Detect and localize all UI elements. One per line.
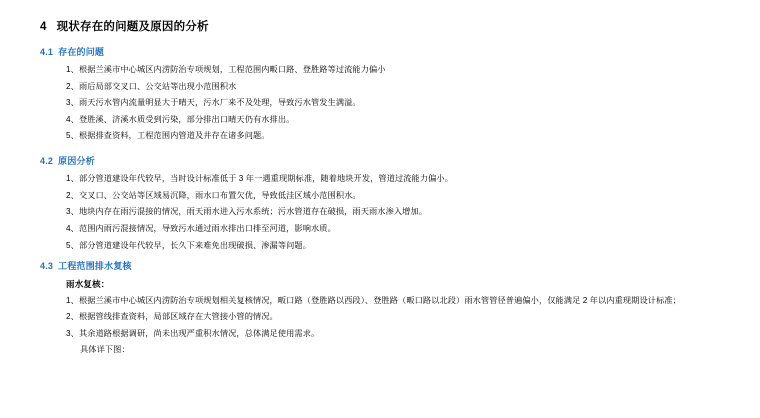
paragraph: 3、其余道路根据调研，尚未出现严重积水情况，总体满足使用需求。 xyxy=(66,328,320,338)
section-existing-problems xyxy=(26,45,734,141)
section-cause-analysis xyxy=(26,154,734,250)
paragraph: 3、地块内存在雨污混接的情况，雨天雨水进入污水系统；污水管道存在破损，雨天雨水渗入增加。 xyxy=(66,207,428,217)
section-number: 4.2 xyxy=(40,156,54,167)
paragraph: 5、部分管道建设年代较早，长久下来难免出现破损、渗漏等问题。 xyxy=(66,240,311,250)
paragraph: 2、交叉口、公交站等区域易沉降，雨水口布置欠优，导致低洼区域小范围积水。 xyxy=(66,190,361,200)
paragraph: 1、根据兰溪市中心城区内涝防治专项规划，工程范围内畈口路、登胜路等过流能力偏小 xyxy=(66,65,386,74)
page-title-text: 现状存在的问题及原因的分析 xyxy=(56,21,209,33)
paragraph: 4、登胜溪、济溪水质受到污染，部分排出口晴天仍有水排出。 xyxy=(66,114,295,124)
subsection-title: 雨水复核： xyxy=(66,278,110,289)
section-drainage-review xyxy=(26,259,734,356)
paragraph: 1、根据兰溪市中心城区内涝防治专项规划相关复核情况，畈口路（登胜路以西段）、登胜路（畈口路以北段）雨水管管径普遍偏小，仅能满足 2 年以内重现期设计标准； xyxy=(66,295,681,305)
section-heading xyxy=(40,45,734,58)
paragraph: 2、雨后局部交叉口、公交站等出现小范围积水 xyxy=(66,81,237,91)
paragraph: 具体详下图： xyxy=(80,345,130,355)
section-heading xyxy=(40,154,734,167)
paragraph: 3、雨天污水管内流量明显大于晴天，污水厂来不及处理，导致污水管发生满溢。 xyxy=(66,98,361,108)
paragraph: 1、部分管道建设年代较早，当时设计标准低于 3 年一遇重现期标准，随着地块开发，管道过流能力偏小。 xyxy=(66,174,453,184)
page-title-number: 4 xyxy=(40,21,47,33)
section-title: 原因分析 xyxy=(58,156,95,167)
section-heading xyxy=(40,259,734,272)
paragraph: 5、根据排查资料，工程范围内管道及井存在诸多问题。 xyxy=(66,131,270,141)
page-title xyxy=(40,18,734,34)
section-number: 4.3 xyxy=(40,260,54,271)
section-title: 存在的问题 xyxy=(58,47,105,57)
paragraph: 2、根据管线排查资料，局部区域存在大管接小管的情况。 xyxy=(66,312,278,322)
paragraph: 4、范围内雨污混接情况，导致污水通过雨水排出口排至河道，影响水质。 xyxy=(66,224,336,233)
section-title: 工程范围排水复核 xyxy=(58,260,132,271)
section-number: 4.1 xyxy=(40,47,54,57)
